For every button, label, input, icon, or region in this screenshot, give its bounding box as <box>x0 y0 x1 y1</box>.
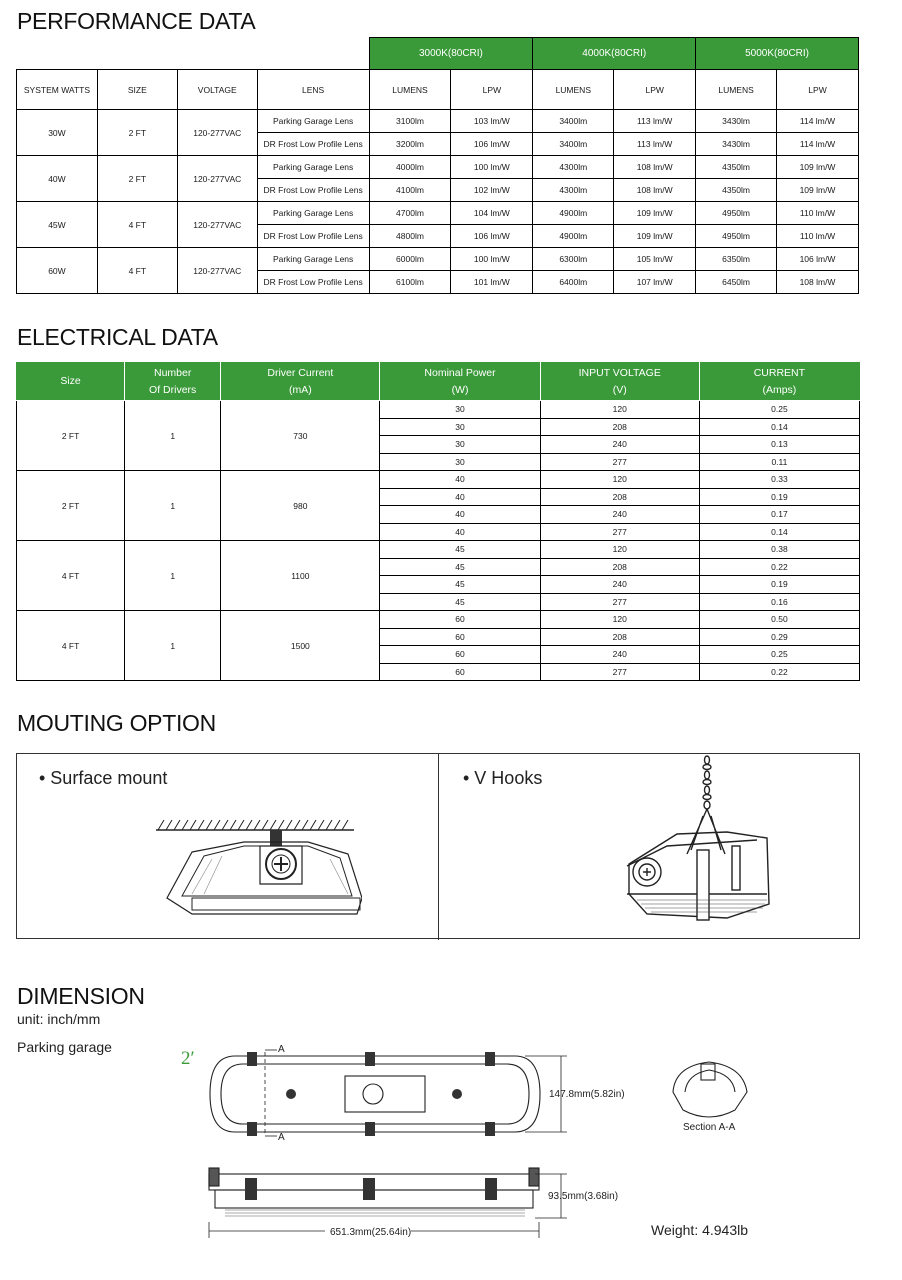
column-header: LUMENS <box>533 70 614 110</box>
value-cell: 0.14 <box>699 418 859 436</box>
column-header-row <box>17 70 859 110</box>
value-cell: 108 lm/W <box>777 271 859 294</box>
value-cell: 0.38 <box>699 541 859 559</box>
table-row <box>17 156 859 179</box>
value-cell: 4300lm <box>533 179 614 202</box>
voltage-cell: 120-277VAC <box>177 248 257 294</box>
value-cell: 208 <box>540 628 699 646</box>
value-cell: 3400lm <box>533 133 614 156</box>
value-cell: 0.13 <box>699 436 859 454</box>
surface-mount-illustration <box>152 814 362 924</box>
mounting-options-box <box>16 753 860 939</box>
electrical-column-header <box>221 363 380 401</box>
value-cell: 104 lm/W <box>451 202 533 225</box>
electrical-title: ELECTRICAL DATA <box>17 324 218 350</box>
column-header: LPW <box>451 70 533 110</box>
table-row <box>17 248 859 271</box>
value-cell: 102 lm/W <box>451 179 533 202</box>
weight-label: Weight: 4.943lb <box>651 1222 749 1238</box>
value-cell: 30 <box>380 401 540 419</box>
value-cell: 0.22 <box>699 663 859 681</box>
value-cell: 60 <box>380 628 540 646</box>
header-line-1: CURRENT <box>753 366 806 379</box>
value-cell: 277 <box>540 593 699 611</box>
size-tag: 2′ <box>181 1048 195 1069</box>
value-cell: 106 lm/W <box>451 225 533 248</box>
driver-current-cell: 730 <box>221 401 380 471</box>
header-line-1: Number <box>154 366 192 379</box>
value-cell: 30 <box>380 436 540 454</box>
value-cell: 109 lm/W <box>614 202 696 225</box>
value-cell: 114 lm/W <box>777 133 859 156</box>
value-cell: 3200lm <box>369 133 451 156</box>
column-header: VOLTAGE <box>177 70 257 110</box>
value-cell: 208 <box>540 558 699 576</box>
value-cell: 103 lm/W <box>451 110 533 133</box>
value-cell: 277 <box>540 663 699 681</box>
table-row <box>17 541 860 559</box>
v-hooks-illustration <box>607 754 777 934</box>
size-cell: 2 FT <box>17 401 125 471</box>
mounting-divider <box>438 754 439 940</box>
value-cell: 4350lm <box>696 156 777 179</box>
value-cell: 277 <box>540 523 699 541</box>
value-cell: 106 lm/W <box>451 133 533 156</box>
color-temp-header: 5000K(80CRI) <box>696 38 859 70</box>
lens-cell: Parking Garage Lens <box>257 202 369 225</box>
value-cell: 0.17 <box>699 506 859 524</box>
lens-cell: DR Frost Low Profile Lens <box>257 225 369 248</box>
height-dimension: 93.5mm(3.68in) <box>548 1191 619 1202</box>
value-cell: 114 lm/W <box>777 110 859 133</box>
electrical-column-header <box>125 363 221 401</box>
column-header: LPW <box>614 70 696 110</box>
performance-title: PERFORMANCE DATA <box>17 8 256 34</box>
value-cell: 113 lm/W <box>614 110 696 133</box>
value-cell: 208 <box>540 418 699 436</box>
drivers-cell: 1 <box>125 541 221 611</box>
value-cell: 4950lm <box>696 202 777 225</box>
value-cell: 60 <box>380 663 540 681</box>
dimension-drawing <box>195 1038 775 1248</box>
value-cell: 110 lm/W <box>777 202 859 225</box>
value-cell: 0.25 <box>699 401 859 419</box>
v-hooks-label: • V Hooks <box>463 768 543 788</box>
value-cell: 3400lm <box>533 110 614 133</box>
column-header: SYSTEM WATTS <box>17 70 98 110</box>
lens-cell: Parking Garage Lens <box>257 156 369 179</box>
value-cell: 108 lm/W <box>614 156 696 179</box>
width-dimension: 147.8mm(5.82in) <box>549 1089 625 1100</box>
value-cell: 30 <box>380 453 540 471</box>
section-marker-top: A <box>278 1044 285 1055</box>
value-cell: 40 <box>380 506 540 524</box>
value-cell: 4800lm <box>369 225 451 248</box>
value-cell: 60 <box>380 646 540 664</box>
value-cell: 45 <box>380 558 540 576</box>
value-cell: 240 <box>540 506 699 524</box>
header-line-2: (V) <box>612 383 627 396</box>
value-cell: 120 <box>540 401 699 419</box>
electrical-column-header <box>17 363 125 401</box>
header-blank <box>17 38 370 70</box>
value-cell: 45 <box>380 576 540 594</box>
column-header: LENS <box>257 70 369 110</box>
column-header: SIZE <box>97 70 177 110</box>
value-cell: 6000lm <box>369 248 451 271</box>
driver-current-cell: 1500 <box>221 611 380 681</box>
value-cell: 3430lm <box>696 133 777 156</box>
value-cell: 4700lm <box>369 202 451 225</box>
performance-table <box>16 37 859 294</box>
value-cell: 0.19 <box>699 576 859 594</box>
drivers-cell: 1 <box>125 611 221 681</box>
value-cell: 105 lm/W <box>614 248 696 271</box>
value-cell: 240 <box>540 436 699 454</box>
header-line-2: (mA) <box>288 383 312 396</box>
value-cell: 100 lm/W <box>451 156 533 179</box>
size-cell: 2 FT <box>17 471 125 541</box>
table-row <box>17 202 859 225</box>
voltage-cell: 120-277VAC <box>177 202 257 248</box>
value-cell: 4300lm <box>533 156 614 179</box>
value-cell: 6350lm <box>696 248 777 271</box>
value-cell: 30 <box>380 418 540 436</box>
value-cell: 40 <box>380 488 540 506</box>
lens-cell: DR Frost Low Profile Lens <box>257 271 369 294</box>
value-cell: 0.14 <box>699 523 859 541</box>
value-cell: 4900lm <box>533 202 614 225</box>
value-cell: 100 lm/W <box>451 248 533 271</box>
header-line-2: (W) <box>451 383 469 396</box>
table-row <box>17 471 860 489</box>
value-cell: 0.22 <box>699 558 859 576</box>
electrical-table <box>16 362 860 681</box>
value-cell: 110 lm/W <box>777 225 859 248</box>
table-row <box>17 401 860 419</box>
dimension-title: DIMENSION <box>17 983 145 1009</box>
value-cell: 6400lm <box>533 271 614 294</box>
value-cell: 113 lm/W <box>614 133 696 156</box>
table-row <box>17 611 860 629</box>
value-cell: 0.16 <box>699 593 859 611</box>
size-cell: 4 FT <box>97 202 177 248</box>
header-line-1: Driver Current <box>267 366 334 379</box>
column-header: LPW <box>777 70 859 110</box>
mounting-title: MOUTING OPTION <box>17 710 216 736</box>
value-cell: 45 <box>380 541 540 559</box>
value-cell: 109 lm/W <box>777 179 859 202</box>
size-cell: 4 FT <box>17 611 125 681</box>
size-cell: 4 FT <box>97 248 177 294</box>
voltage-cell: 120-277VAC <box>177 156 257 202</box>
lens-cell: DR Frost Low Profile Lens <box>257 179 369 202</box>
value-cell: 4350lm <box>696 179 777 202</box>
value-cell: 277 <box>540 453 699 471</box>
value-cell: 4950lm <box>696 225 777 248</box>
surface-mount-label: • Surface mount <box>39 768 168 788</box>
variant-label: Parking garage <box>17 1039 112 1055</box>
driver-current-cell: 1100 <box>221 541 380 611</box>
value-cell: 0.11 <box>699 453 859 471</box>
column-header: LUMENS <box>369 70 451 110</box>
value-cell: 0.29 <box>699 628 859 646</box>
value-cell: 0.33 <box>699 471 859 489</box>
electrical-header-row <box>17 363 860 401</box>
header-line-2: Of Drivers <box>149 383 197 396</box>
color-temp-header: 3000K(80CRI) <box>369 38 533 70</box>
lens-cell: Parking Garage Lens <box>257 248 369 271</box>
color-temp-row <box>17 38 859 70</box>
table-row <box>17 110 859 133</box>
value-cell: 109 lm/W <box>614 225 696 248</box>
drivers-cell: 1 <box>125 401 221 471</box>
value-cell: 40 <box>380 523 540 541</box>
header-line-1: INPUT VOLTAGE <box>578 366 661 379</box>
size-cell: 4 FT <box>17 541 125 611</box>
value-cell: 208 <box>540 488 699 506</box>
value-cell: 120 <box>540 471 699 489</box>
value-cell: 0.19 <box>699 488 859 506</box>
value-cell: 107 lm/W <box>614 271 696 294</box>
value-cell: 0.25 <box>699 646 859 664</box>
value-cell: 4000lm <box>369 156 451 179</box>
lens-cell: DR Frost Low Profile Lens <box>257 133 369 156</box>
drivers-cell: 1 <box>125 471 221 541</box>
value-cell: 101 lm/W <box>451 271 533 294</box>
value-cell: 3100lm <box>369 110 451 133</box>
value-cell: 3430lm <box>696 110 777 133</box>
value-cell: 109 lm/W <box>777 156 859 179</box>
length-dimension: 651.3mm(25.64in) <box>330 1227 412 1238</box>
voltage-cell: 120-277VAC <box>177 110 257 156</box>
value-cell: 6450lm <box>696 271 777 294</box>
value-cell: 240 <box>540 646 699 664</box>
value-cell: 108 lm/W <box>614 179 696 202</box>
value-cell: 240 <box>540 576 699 594</box>
system-watts-cell: 60W <box>17 248 98 294</box>
header-line-1: Size <box>60 375 81 387</box>
lens-cell: Parking Garage Lens <box>257 110 369 133</box>
value-cell: 60 <box>380 611 540 629</box>
value-cell: 45 <box>380 593 540 611</box>
header-line-2: (Amps) <box>762 383 797 396</box>
system-watts-cell: 45W <box>17 202 98 248</box>
value-cell: 6100lm <box>369 271 451 294</box>
column-header: LUMENS <box>696 70 777 110</box>
system-watts-cell: 40W <box>17 156 98 202</box>
value-cell: 120 <box>540 611 699 629</box>
value-cell: 40 <box>380 471 540 489</box>
system-watts-cell: 30W <box>17 110 98 156</box>
electrical-column-header <box>380 363 540 401</box>
section-label: Section A-A <box>683 1122 736 1133</box>
electrical-column-header <box>540 363 699 401</box>
value-cell: 0.50 <box>699 611 859 629</box>
value-cell: 4100lm <box>369 179 451 202</box>
driver-current-cell: 980 <box>221 471 380 541</box>
section-marker-bottom: A <box>278 1132 285 1143</box>
value-cell: 106 lm/W <box>777 248 859 271</box>
value-cell: 6300lm <box>533 248 614 271</box>
size-cell: 2 FT <box>97 110 177 156</box>
header-line-1: Nominal Power <box>424 366 496 379</box>
color-temp-header: 4000K(80CRI) <box>533 38 696 70</box>
value-cell: 120 <box>540 541 699 559</box>
unit-label: unit: inch/mm <box>17 1011 101 1027</box>
electrical-column-header <box>699 363 859 401</box>
size-cell: 2 FT <box>97 156 177 202</box>
value-cell: 4900lm <box>533 225 614 248</box>
